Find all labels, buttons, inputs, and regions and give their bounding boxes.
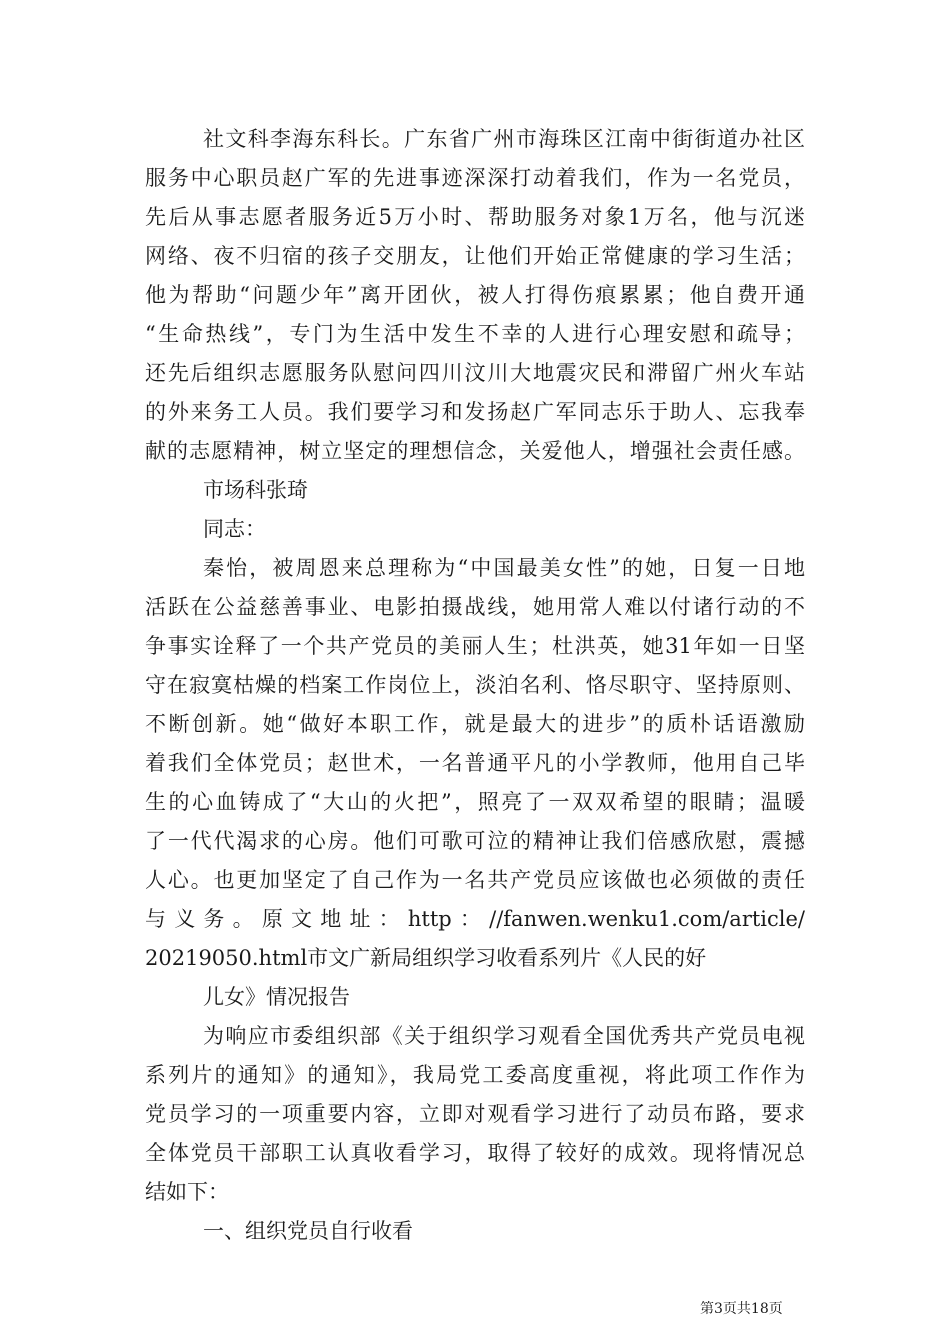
body-line-3: 先后从事志愿者服务近5万小时、帮助服务对象1万名，他与沉迷 — [145, 205, 805, 229]
body-line-28: 结如下： — [145, 1180, 229, 1204]
body-line-13: 活跃在公益慈善事业、电影拍摄战线，她用常人难以付诸行动的不 — [145, 595, 805, 619]
body-line-17: 着我们全体党员；赵世术，一名普通平凡的小学教师，他用自己毕 — [145, 751, 805, 775]
body-line-25: 系列片的通知》的通知》，我局党工委高度重视，将此项工作作为 — [145, 1063, 805, 1087]
body-line-21: 与义务。原文地址：http：//fanwen.wenku1.com/article/ — [145, 907, 805, 931]
body-line-12: 秦怡，被周恩来总理称为“中国最美女性”的她，日复一日地 — [203, 556, 805, 580]
body-line-2: 服务中心职员赵广军的先进事迹深深打动着我们，作为一名党员， — [145, 166, 805, 190]
body-line-18: 生的心血铸成了“大山的火把”，照亮了一双双希望的眼睛；温暖 — [145, 790, 805, 814]
body-line-22: 20219050.html市文广新局组织学习收看系列片《人民的好 — [145, 946, 707, 970]
body-line-19: 了一代代渴求的心房。他们可歌可泣的精神让我们倍感欣慰，震撼 — [145, 829, 805, 853]
body-line-11: 同志： — [203, 517, 266, 541]
section-heading: 一、组织党员自行收看 — [203, 1219, 413, 1243]
body-line-7: 还先后组织志愿服务队慰问四川汶川大地震灾民和滞留广州火车站 — [145, 361, 805, 385]
body-line-4: 网络、夜不归宿的孩子交朋友，让他们开始正常健康的学习生活； — [145, 244, 805, 268]
body-line-20: 人心。也更加坚定了自己作为一名共产党员应该做也必须做的责任 — [145, 868, 805, 892]
body-line-5: 他为帮助“问题少年”离开团伙，被人打得伤痕累累；他自费开通 — [145, 283, 805, 307]
body-line-23: 儿女》情况报告 — [203, 985, 350, 1009]
body-line-24: 为响应市委组织部《关于组织学习观看全国优秀共产党员电视 — [203, 1024, 805, 1048]
body-line-15: 守在寂寞枯燥的档案工作岗位上，淡泊名利、恪尽职守、坚持原则、 — [145, 673, 805, 697]
body-line-27: 全体党员干部职工认真收看学习，取得了较好的成效。现将情况总 — [145, 1141, 805, 1165]
body-line-8: 的外来务工人员。我们要学习和发扬赵广军同志乐于助人、忘我奉 — [145, 400, 805, 424]
body-line-14: 争事实诠释了一个共产党员的美丽人生；杜洪英，她31年如一日坚 — [145, 634, 805, 658]
page-number: 第3页共18页 — [700, 1301, 783, 1317]
body-line-26: 党员学习的一项重要内容，立即对观看学习进行了动员布路，要求 — [145, 1102, 805, 1126]
body-line-1: 社文科李海东科长。广东省广州市海珠区江南中街街道办社区 — [203, 127, 805, 151]
body-line-10: 市场科张琦 — [203, 478, 308, 502]
body-line-9: 献的志愿精神，树立坚定的理想信念，关爱他人，增强社会责任感。 — [145, 439, 805, 463]
body-line-6: “生命热线”，专门为生活中发生不幸的人进行心理安慰和疏导； — [145, 322, 805, 346]
body-line-16: 不断创新。她“做好本职工作，就是最大的进步”的质朴话语激励 — [145, 712, 805, 736]
